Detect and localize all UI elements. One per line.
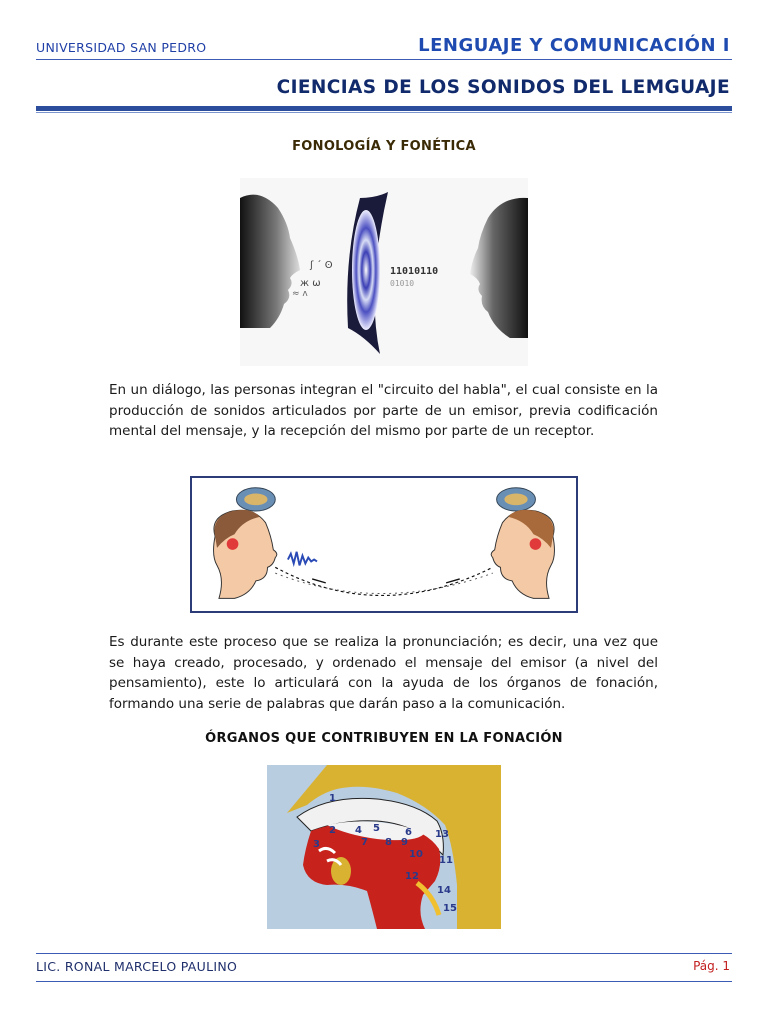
left-ear-icon bbox=[227, 538, 239, 550]
paragraph-pronunciation: Es durante este proceso que se realiza la pronunciación; es decir, una vez que se haya creado, procesado, y ordenado el mensaje del emisor (a nivel del pensamiento), este lo articulará con la ayuda de los órganos de fonación, formando una serie de palabras que darán paso a la comunicación. bbox=[109, 634, 658, 712]
svg-text:11: 11 bbox=[439, 855, 453, 866]
institution-name: UNIVERSIDAD SAN PEDRO bbox=[36, 40, 207, 55]
author-name: LIC. RONAL MARCELO PAULINO bbox=[36, 959, 238, 974]
footer-rule-bottom bbox=[36, 981, 732, 982]
svg-text:2: 2 bbox=[329, 825, 336, 836]
svg-text:13: 13 bbox=[435, 829, 449, 840]
svg-text:1: 1 bbox=[329, 793, 336, 804]
header-rule bbox=[36, 59, 732, 60]
svg-text:5: 5 bbox=[373, 823, 380, 834]
course-title: LENGUAJE Y COMUNICACIÓN I bbox=[418, 35, 730, 56]
svg-text:12: 12 bbox=[405, 871, 419, 882]
title-rule-underline bbox=[36, 112, 732, 113]
svg-text:ж ω: ж ω bbox=[300, 278, 321, 289]
svg-text:≈ ʌ: ≈ ʌ bbox=[292, 289, 308, 299]
speech-circuit-illustration bbox=[240, 178, 528, 366]
section-title-organos: ÓRGANOS QUE CONTRIBUYEN EN LA FONACIÓN bbox=[205, 731, 563, 746]
page-number: Pág. 1 bbox=[693, 959, 730, 973]
emitter-receptor-illustration bbox=[190, 476, 578, 613]
svg-text:14: 14 bbox=[437, 885, 451, 896]
right-ear-icon bbox=[530, 538, 542, 550]
speech-organs-diagram bbox=[267, 765, 501, 929]
svg-text:7: 7 bbox=[361, 837, 368, 848]
svg-text:15: 15 bbox=[443, 903, 457, 914]
svg-text:8: 8 bbox=[385, 837, 392, 848]
svg-text:9: 9 bbox=[401, 837, 408, 848]
document-title: CIENCIAS DE LOS SONIDOS DEL LEMGUAJE bbox=[276, 77, 730, 98]
svg-text:6: 6 bbox=[405, 827, 412, 838]
svg-text:ʃ ´ ʘ: ʃ ´ ʘ bbox=[310, 260, 333, 271]
svg-text:01010: 01010 bbox=[390, 279, 415, 288]
svg-text:4: 4 bbox=[355, 825, 362, 836]
svg-text:3: 3 bbox=[313, 839, 320, 850]
section-title-fonologia: FONOLOGÍA Y FONÉTICA bbox=[292, 139, 476, 154]
footer-rule-top bbox=[36, 953, 732, 954]
svg-text:11010110: 11010110 bbox=[390, 266, 439, 277]
paragraph-speech-circuit: En un diálogo, las personas integran el "circuito del habla", el cual consiste en la producción de sonidos articulados por parte de un emisor, previa codificación mental del mensaje, y la recepción del mismo por parte de un receptor. bbox=[109, 382, 658, 439]
svg-text:10: 10 bbox=[409, 849, 423, 860]
title-rule bbox=[36, 106, 732, 111]
